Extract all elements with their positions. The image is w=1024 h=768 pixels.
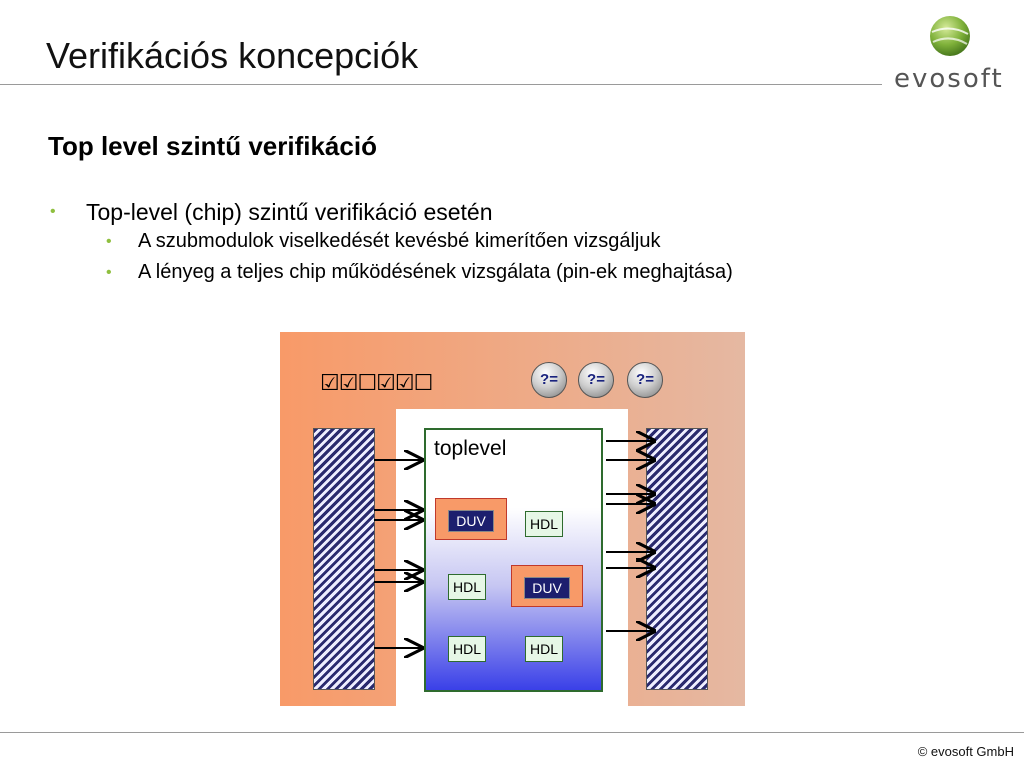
sub-bullet-item xyxy=(48,226,733,257)
bullet-dot-icon: • xyxy=(106,233,112,250)
hdl-block: HDL xyxy=(448,574,486,600)
compare-icon: ?= xyxy=(627,362,663,398)
toplevel-verification-diagram xyxy=(280,332,745,706)
sub-bullet-item xyxy=(48,257,733,288)
bullet-dot-icon: • xyxy=(50,203,56,220)
toplevel-label: toplevel xyxy=(434,437,507,460)
compare-icon: ?= xyxy=(578,362,614,398)
bullet-dot-icon: • xyxy=(106,264,112,281)
bullet-list xyxy=(48,198,733,288)
bullet-item xyxy=(48,198,733,226)
footer-divider xyxy=(0,732,1024,733)
hdl-block: HDL xyxy=(525,511,563,537)
bullet-text: Top-level (chip) szintű verifikáció esetén xyxy=(86,199,493,225)
evosoft-logo xyxy=(888,10,1012,94)
duv-block: DUV xyxy=(524,577,570,599)
hdl-block: HDL xyxy=(448,636,486,662)
checklist-icons: ☑☑☐☑☑☐ xyxy=(320,371,433,396)
slide-title: Verifikációs koncepciók xyxy=(46,35,419,76)
title-divider xyxy=(0,84,882,85)
signal-arrows xyxy=(280,332,745,706)
hdl-block: HDL xyxy=(525,636,563,662)
compare-icon: ?= xyxy=(531,362,567,398)
duv-block: DUV xyxy=(448,510,494,532)
sub-bullet-text: A szubmodulok viselkedését kevésbé kimerítően vizsgáljuk xyxy=(138,230,661,252)
section-subtitle: Top level szintű verifikáció xyxy=(48,131,377,161)
globe-icon xyxy=(888,10,1012,70)
sub-bullet-text: A lényeg a teljes chip működésének vizsgálata (pin-ek meghajtása) xyxy=(138,261,733,283)
footer-copyright: © evosoft GmbH xyxy=(917,744,1014,759)
logo-wordmark: evosoft xyxy=(894,64,1004,94)
